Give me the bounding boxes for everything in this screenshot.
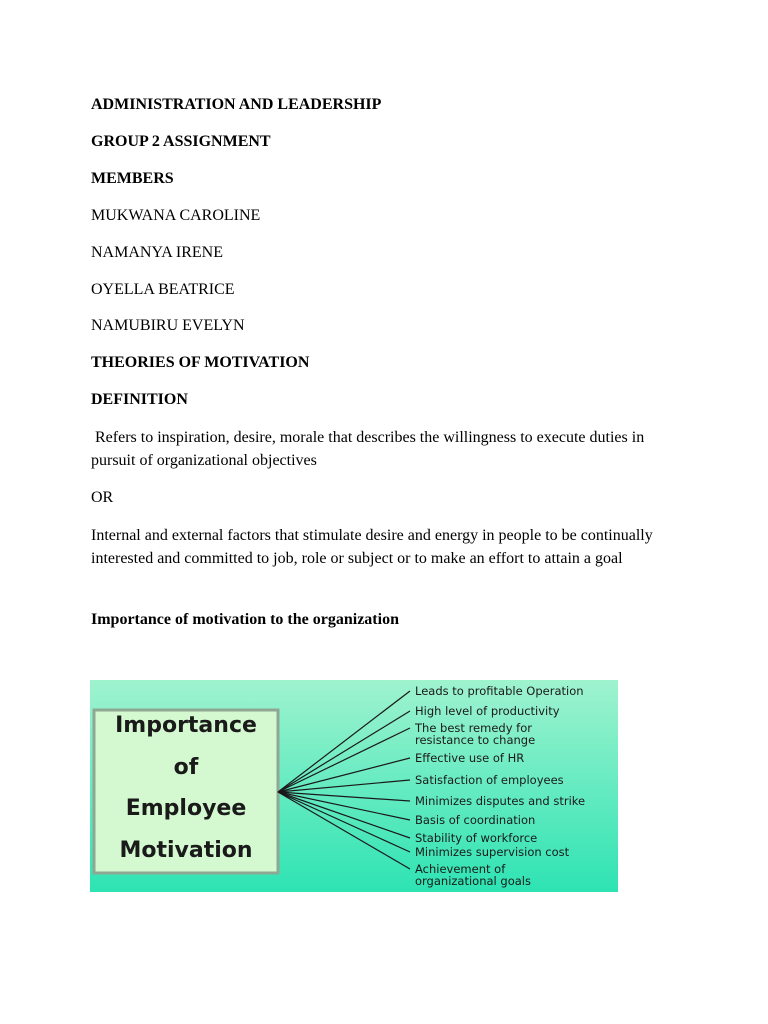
title-box-line: Employee bbox=[125, 796, 247, 821]
benefit-item: Basis of coordination bbox=[415, 813, 536, 827]
assignment-title: GROUP 2 ASSIGNMENT bbox=[91, 133, 271, 150]
course-title: ADMINISTRATION AND LEADERSHIP bbox=[91, 96, 382, 113]
or-separator: OR bbox=[91, 489, 114, 506]
benefit-item: Satisfaction of employees bbox=[415, 773, 564, 787]
topic-heading: THEORIES OF MOTIVATION bbox=[91, 354, 310, 371]
members-heading: MEMBERS bbox=[91, 170, 174, 187]
member-name: OYELLA BEATRICE bbox=[91, 281, 235, 298]
infographic-graphic bbox=[90, 680, 618, 892]
member-name: NAMANYA IRENE bbox=[91, 244, 223, 261]
importance-heading: Importance of motivation to the organization bbox=[91, 611, 399, 628]
benefit-item: Achievement of bbox=[415, 862, 506, 876]
member-name: MUKWANA CAROLINE bbox=[91, 207, 261, 224]
benefit-item: Leads to profitable Operation bbox=[415, 684, 584, 698]
member-name: NAMUBIRU EVELYN bbox=[91, 317, 245, 334]
benefit-item: resistance to change bbox=[415, 733, 536, 747]
definition-heading: DEFINITION bbox=[91, 391, 188, 408]
benefit-item: Minimizes supervision cost bbox=[415, 845, 570, 859]
benefit-item: Minimizes disputes and strike bbox=[415, 794, 586, 808]
importance-infographic bbox=[90, 680, 618, 892]
benefit-item: Effective use of HR bbox=[415, 751, 525, 765]
title-box-line: of bbox=[173, 755, 199, 780]
definition-paragraph-2: Internal and external factors that stimulate desire and energy in people to be continually interested and committed to job, role or subject or to make an effort to attain a goal bbox=[91, 527, 653, 567]
definition-paragraph-1: Refers to inspiration, desire, morale that describes the willingness to execute duties in pursuit of organizational objectives bbox=[91, 429, 645, 469]
title-box-line: Motivation bbox=[119, 838, 253, 863]
benefit-item: Stability of workforce bbox=[415, 831, 538, 845]
benefit-item: organizational goals bbox=[415, 874, 531, 888]
title-box-line: Importance bbox=[115, 713, 257, 738]
benefit-item: High level of productivity bbox=[415, 704, 560, 718]
benefit-item: The best remedy for bbox=[415, 721, 532, 735]
